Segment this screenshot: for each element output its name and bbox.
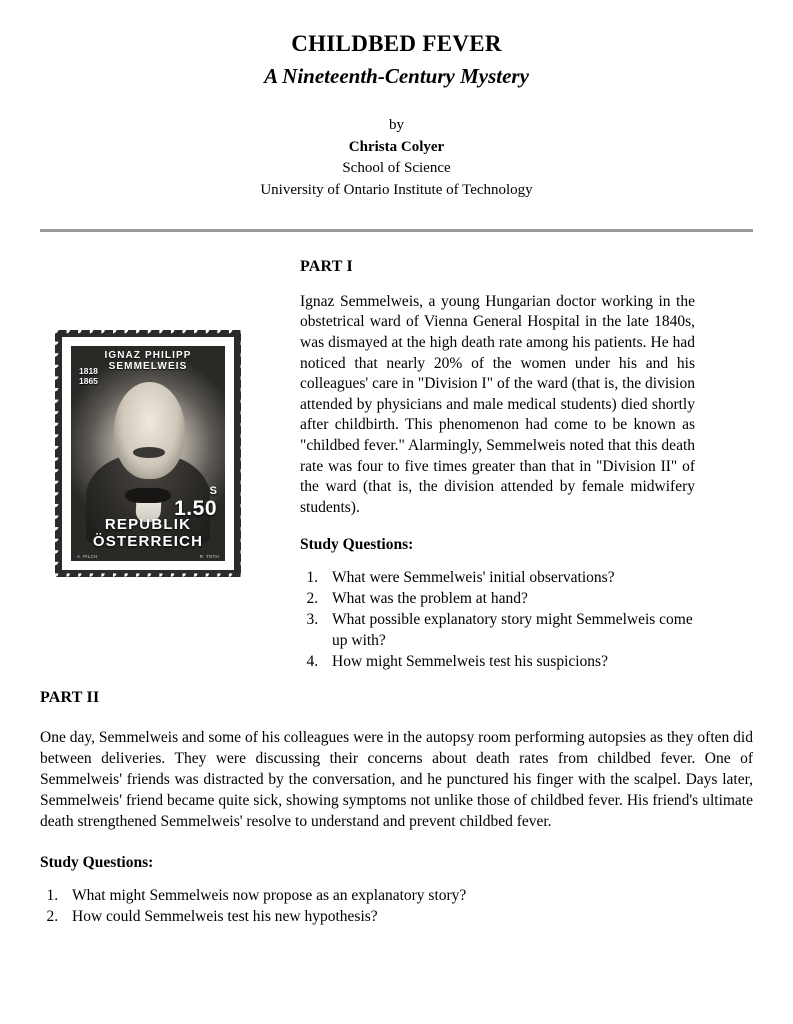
stamp-life-dates (79, 367, 98, 387)
stamp-currency-symbol: S (209, 484, 217, 497)
part-two-question-list (40, 886, 753, 928)
stamp-death-year: 1865 (79, 375, 98, 386)
list-item: 1. What were Semmelweis' initial observations? (322, 568, 695, 589)
stamp-person-name: IGNAZ PHILIPP SEMMELWEIS (104, 349, 192, 372)
list-item: 1. What might Semmelweis now propose as an explanatory story? (62, 886, 753, 907)
stamp-engraver-credits (77, 554, 219, 559)
byline-affiliation-university: University of Ontario Institute of Technology (260, 182, 533, 199)
list-item: 2. What was the problem at hand? (322, 589, 695, 610)
stamp-column (55, 330, 243, 577)
stamp-engraver-left: A. PILCH (77, 553, 98, 559)
list-item: 2. How could Semmelweis test his new hypothesis? (62, 907, 753, 928)
stamp-engraver-right: R. TOTH (199, 553, 219, 559)
byline (40, 115, 753, 202)
portrait-head (114, 382, 185, 479)
stamp-engraving-frame (71, 346, 225, 561)
portrait-moustache (133, 447, 165, 458)
part-one-section (40, 258, 753, 673)
list-item: 3. What possible explanatory story might Semmelweis come up with? (322, 610, 695, 652)
part-one-question-list (300, 568, 695, 673)
semmelweis-postage-stamp-image (55, 330, 241, 577)
part-two-study-questions-heading: Study Questions: (40, 854, 154, 872)
header-divider (40, 229, 753, 232)
list-item: 4. How might Semmelweis test his suspicions? (322, 652, 695, 673)
part-one-study-questions-heading: Study Questions: (300, 536, 414, 554)
byline-author: Christa Colyer (348, 138, 445, 155)
page-title: CHILDBED FEVER (291, 31, 502, 56)
byline-by-word: by (389, 116, 404, 133)
stamp-paper (62, 337, 234, 570)
portrait-bowtie (125, 488, 171, 503)
stamp-birth-year: 1818 (79, 365, 98, 376)
stamp-denomination (174, 486, 217, 519)
byline-affiliation-school: School of Science (342, 160, 451, 177)
part-one-heading: PART I (300, 257, 353, 275)
page-subtitle: A Nineteenth-Century Mystery (264, 63, 529, 88)
part-one-text-column (300, 258, 695, 673)
part-two-paragraph: One day, Semmelweis and some of his colleagues were in the autopsy room performing autopsies as they often did between deliveries. They were discussing their concerns about death rates from childbed fever. One of Semmelweis' friends was distracted by the conversation, and he punctured his finger with the scalpel. Days later, Semmelweis' friend became quite sick, showing symptoms not unlike those of childbed fever. His friend's ultimate death strengthened Semmelweis' resolve to understand and prevent childbed fever. (40, 729, 753, 831)
stamp-denomination-value: 1.50 (174, 496, 217, 520)
stamp-country-name: REPUBLIK ÖSTERREICH (92, 515, 204, 550)
part-two-section (40, 689, 753, 928)
part-one-paragraph: Ignaz Semmelweis, a young Hungarian doctor working in the obstetrical ward of Vienna General Hospital in the late 1840s, was dismayed at the high death rate among his patients. He had noticed that nearly 20% of the women under his and his colleagues' care in "Division I" of the ward (that is, the division attended by physicians and male medical students) died shortly after childbirth. This phenomenon had come to be known as "childbed fever." Alarmingly, Semmelweis noted that this death rate was four to five times greater than that in "Division II" of the ward (that is, the division attended by female midwifery students). (300, 292, 695, 516)
part-two-heading: PART II (40, 689, 100, 707)
